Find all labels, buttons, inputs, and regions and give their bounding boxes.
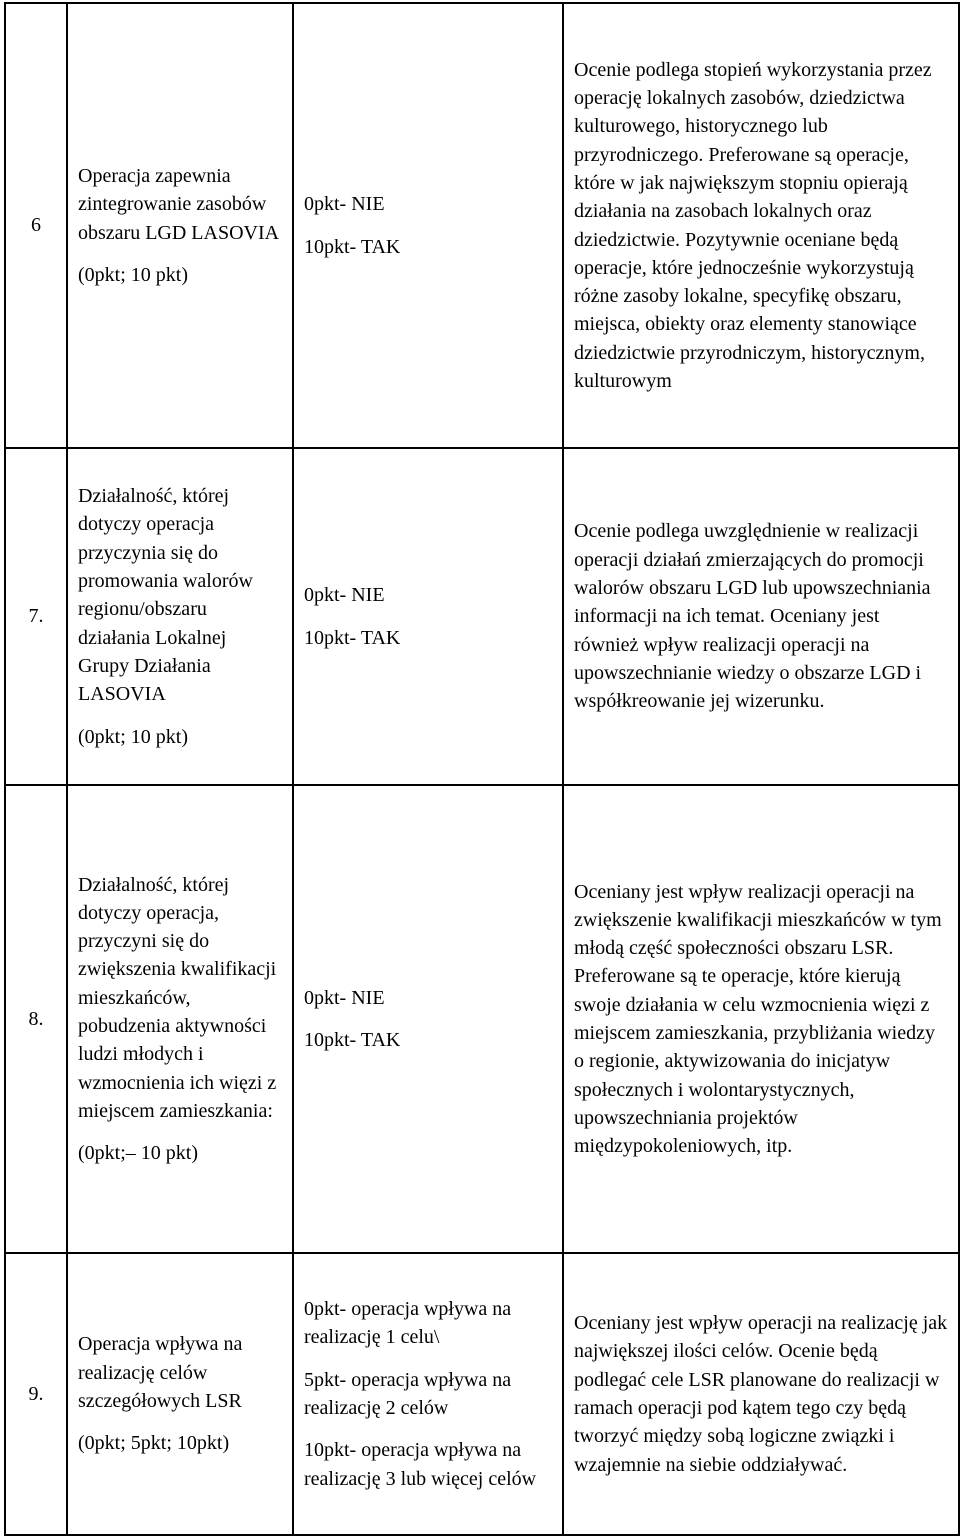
points-cell — [293, 1253, 563, 1535]
points-option: 10pkt- TAK — [304, 626, 401, 649]
criterion-text: Operacja wpływa na realizację celów szczegółowych LSR — [78, 1333, 243, 1412]
criterion-cell — [67, 1253, 293, 1535]
criterion-text: Działalność, której dotyczy operacja przyczynia się do promowania walorów regionu/obszaru działania Lokalnej Grupy Działania LASOVIA — [78, 485, 253, 706]
points-cell — [293, 448, 563, 785]
points-option: 0pkt- operacja wpływa na realizację 1 celu\ — [304, 1298, 512, 1349]
criterion-cell — [67, 785, 293, 1253]
points-option: 10pkt- TAK — [304, 1029, 401, 1051]
description-cell: Oceniany jest wpływ realizacji operacji na zwiększenie kwalifikacji mieszkańców w tym młodą część społeczności obszaru LSR. Preferowane są te operacje, które kierują swoje działania w celu wzmocnienia więzi z miejscem zamieszkania, przybliżania wiedzy o regionie, aktywizowania do inicjatyw społecznych i wolontarystycznych, upowszechniania projektów międzypokoleniowych, itp. — [563, 785, 959, 1253]
row-number: 6 — [5, 3, 67, 448]
criterion-range: (0pkt; 10 pkt) — [78, 263, 188, 286]
row-number: 7. — [5, 448, 67, 785]
points-option: 10pkt- TAK — [304, 235, 401, 258]
points-option: 0pkt- NIE — [304, 584, 385, 607]
criterion-text: Operacja zapewnia zintegrowanie zasobów obszaru LGD LASOVIA — [78, 164, 280, 244]
points-cell — [293, 785, 563, 1253]
table-row — [5, 785, 959, 1253]
points-cell — [293, 3, 563, 448]
criterion-range: (0pkt;– 10 pkt) — [78, 1142, 198, 1165]
criteria-table — [4, 2, 960, 1536]
points-option: 10pkt- operacja wpływa na realizację 3 lub więcej celów — [304, 1439, 537, 1490]
table-row — [5, 1253, 959, 1535]
description-cell: Ocenie podlega uwzględnienie w realizacji operacji działań zmierzających do promocji walorów obszaru LGD lub upowszechniania informacji na ich temat. Oceniany jest również wpływ realizacji operacji na upowszechnianie wiedzy o obszarze LGD i współkreowanie jej wizerunku. — [563, 448, 959, 785]
criterion-text: Działalność, której dotyczy operacja, przyczyni się do zwiększenia kwalifikacji mieszkańców, pobudzenia aktywności ludzi młodych i wzmocnienia ich więzi z miejscem zamieszkania: — [78, 873, 277, 1122]
table-row — [5, 448, 959, 785]
points-option: 0pkt- NIE — [304, 193, 385, 216]
criterion-cell — [67, 3, 293, 448]
points-option: 0pkt- NIE — [304, 986, 385, 1009]
description-cell: Ocenie podlega stopień wykorzystania przez operację lokalnych zasobów, dziedzictwa kulturowego, historycznego lub przyrodniczego. Preferowane są operacje, które w jak największym stopniu opierają działania na zasobach lokalnych oraz dziedzictwie. Pozytywnie oceniane będą operacje, które jednocześnie wykorzystują różne zasoby lokalne, specyfikę obszaru, miejsca, obiekty oraz elementy stanowiące dziedzictwie przyrodniczym, historycznym, kulturowym — [563, 3, 959, 448]
description-cell: Oceniany jest wpływ operacji na realizację jak największej ilości celów. Ocenie będą podlegać cele LSR planowane do realizacji w ramach operacji pod kątem tego czy będą tworzyć między sobą logiczne związki i wzajemnie na siebie oddziaływać. — [563, 1253, 959, 1535]
criterion-cell — [67, 448, 293, 785]
row-number: 8. — [5, 785, 67, 1253]
criterion-range: (0pkt; 10 pkt) — [78, 725, 188, 748]
table-row — [5, 3, 959, 448]
criterion-range: (0pkt; 5pkt; 10pkt) — [78, 1432, 230, 1455]
points-option: 5pkt- operacja wpływa na realizację 2 celów — [304, 1368, 512, 1419]
row-number: 9. — [5, 1253, 67, 1535]
